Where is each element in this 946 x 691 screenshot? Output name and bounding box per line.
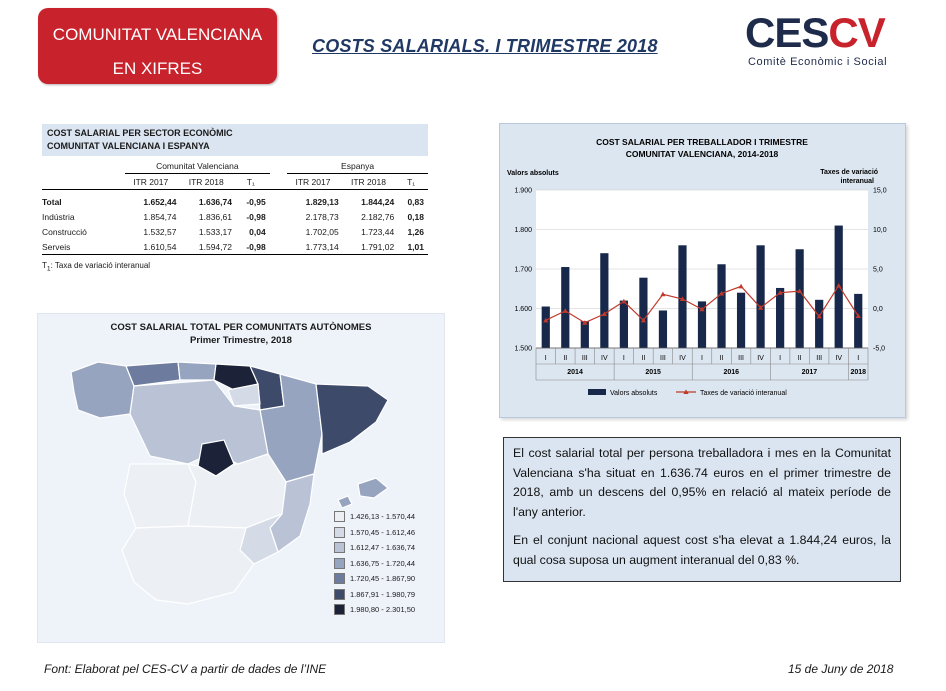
map-title-line-2: Primer Trimestre, 2018 — [190, 335, 292, 346]
x-tick-label: III — [738, 355, 744, 362]
y-tick-left: 1.900 — [514, 187, 532, 195]
footnote-subscript: 1 — [46, 265, 51, 273]
row-label: Total — [42, 196, 62, 207]
y-tick-left: 1.500 — [514, 345, 532, 353]
x-tick-label: I — [622, 355, 625, 362]
y-tick-right: 0,0 — [873, 306, 883, 313]
footnote-text: : Taxa de variació interanual — [50, 261, 151, 270]
bar — [639, 278, 647, 348]
bar — [620, 301, 628, 348]
cell: 1,26 — [407, 226, 424, 237]
col-header: ITR 2017 — [295, 176, 331, 187]
bar — [776, 288, 784, 348]
year-label: 2015 — [645, 369, 661, 376]
cell: 1.829,13 — [305, 196, 339, 207]
chart-title: COST SALARIAL PER TREBALLADOR I TRIMESTRE — [596, 137, 808, 147]
badge-line-1: COMUNITAT VALENCIANA — [52, 25, 263, 44]
bar — [717, 264, 725, 348]
cell: 1.594,72 — [198, 241, 232, 252]
x-tick-label: I — [857, 355, 860, 362]
x-tick-label: I — [701, 355, 703, 362]
cell: 1.652,44 — [143, 196, 177, 207]
cell: 1.844,24 — [361, 196, 395, 207]
x-tick-label: II — [719, 355, 724, 362]
legend-item — [334, 525, 415, 541]
x-tick-label: III — [816, 355, 823, 362]
x-tick-label: I — [544, 355, 547, 362]
bar — [854, 294, 862, 348]
ces-cv-logo — [745, 9, 910, 72]
year-label: 2017 — [801, 369, 818, 376]
cell: 1.773,14 — [305, 241, 339, 252]
cell: 1.836,61 — [198, 211, 232, 222]
col-header: T₁ — [407, 176, 416, 187]
region-galicia — [71, 362, 134, 418]
x-tick-label: I — [779, 355, 782, 362]
legend-swatch — [334, 573, 345, 584]
cell: 2.182,76 — [361, 211, 395, 222]
bar — [815, 300, 823, 348]
table-row — [42, 239, 428, 255]
x-tick-label: II — [563, 355, 568, 362]
salary-table — [42, 158, 428, 255]
legend-label: 1.612,47 - 1.636,74 — [350, 543, 416, 553]
cell: -0,98 — [246, 241, 266, 252]
chart-ylabel-right-line-2: interanual — [840, 178, 874, 185]
footer-source: Font: Elaborat pel CES-CV a partir de dades de l’INE — [44, 662, 327, 676]
footer-date: 15 de Juny de 2018 — [788, 662, 894, 676]
row-label: Indústria — [42, 211, 75, 222]
legend-item — [334, 587, 415, 603]
year-label: 2016 — [723, 369, 740, 376]
chart-svg — [500, 124, 905, 417]
table-row — [42, 209, 428, 224]
col-header: ITR 2017 — [133, 176, 169, 187]
table-title-line-2: COMUNITAT VALENCIANA I ESPANYA — [47, 141, 210, 151]
y-tick-left: 1.800 — [514, 227, 532, 234]
legend-swatch — [334, 604, 345, 615]
legend-swatch — [334, 558, 345, 569]
cell: 1.532,57 — [143, 226, 177, 237]
legend-swatch — [334, 527, 345, 538]
cell: 1.723,44 — [361, 226, 395, 237]
bar — [756, 245, 764, 348]
legend-label: 1.720,45 - 1.867,90 — [350, 574, 416, 584]
legend-swatch — [334, 511, 345, 522]
map-legend — [334, 509, 415, 618]
x-tick-label: IV — [679, 355, 686, 362]
footnote-symbol: T — [42, 261, 47, 270]
bar — [581, 321, 589, 348]
legend-label: 1.426,13 - 1.570,44 — [350, 512, 416, 522]
cell: 1.533,17 — [198, 226, 232, 237]
cell: -0,95 — [246, 196, 266, 207]
legend-label: 1.867,91 - 1.980,79 — [350, 589, 416, 599]
cell: 1.854,74 — [143, 211, 177, 222]
chart-subtitle: COMUNITAT VALENCIANA, 2014-2018 — [625, 149, 779, 159]
x-tick-label: II — [641, 355, 646, 362]
legend-label: 1.570,45 - 1.612,46 — [350, 527, 416, 537]
legend-swatch — [334, 589, 345, 600]
table-row — [42, 194, 428, 209]
bar — [600, 253, 608, 348]
cell: 0,04 — [249, 226, 266, 237]
y-tick-right: 5,0 — [873, 266, 883, 274]
bar — [561, 267, 569, 348]
x-tick-label: III — [660, 355, 666, 362]
group-header-es: Espanya — [287, 158, 428, 174]
y-tick-right: 15,0 — [873, 187, 887, 195]
section-badge — [38, 8, 277, 84]
y-tick-left: 1.700 — [514, 266, 532, 274]
commentary-paragraph-1: El cost salarial total per persona treballadora i mes en la Comunitat Valenciana s'ha situat en 1.636.74 euros en el primer trimestre de 2018, amb un descens del 0,95% en relació al mateix període de l'any anterior. — [513, 446, 891, 519]
legend-item — [334, 556, 415, 572]
commentary-paragraph-2: En el conjunt nacional aquest cost s'ha elevat a 1.844,24 euros, la qual cosa suposa un augment interanual del 0,83 %. — [513, 533, 891, 567]
legend-item — [334, 509, 415, 525]
cell: 0,83 — [407, 196, 424, 207]
logo-text-ces: CES — [745, 9, 829, 56]
cell: 1.791,02 — [361, 241, 395, 252]
bar — [737, 293, 745, 348]
page-title: COSTS SALARIALS. I TRIMESTRE 2018 — [312, 36, 658, 56]
x-tick-label: IV — [757, 355, 764, 362]
cell: 2.178,73 — [305, 211, 339, 222]
year-label: 2014 — [567, 369, 583, 376]
col-header: ITR 2018 — [350, 176, 386, 187]
table-title — [42, 124, 428, 156]
commentary-box — [503, 437, 901, 582]
region-asturias — [126, 362, 180, 386]
region-extremadura — [124, 464, 196, 528]
quarterly-salary-chart — [499, 123, 906, 418]
legend-item — [334, 540, 415, 556]
map-title-line-1: COST SALARIAL TOTAL PER COMUNITATS AUTÒNOMES — [110, 322, 372, 333]
x-tick-label: III — [581, 355, 588, 362]
region-balears — [358, 478, 388, 498]
year-label: 2018 — [850, 369, 867, 376]
legend-swatch — [334, 542, 345, 553]
table-footnote — [42, 261, 428, 273]
y-tick-right: -5,0 — [873, 345, 886, 353]
legend-label-line: Taxes de variació interanual — [700, 390, 787, 397]
table-row — [42, 224, 428, 239]
region-catalunya — [316, 384, 388, 454]
y-tick-right: 10,0 — [873, 227, 887, 234]
cell: 1.702,05 — [305, 226, 339, 237]
chart-ylabel-right — [820, 169, 880, 185]
row-label: Serveis — [42, 241, 71, 252]
cell: 1,01 — [407, 241, 424, 252]
group-header-cv: Comunitat Valenciana — [125, 158, 270, 174]
col-header: T₁ — [246, 176, 255, 187]
chart-ylabel-left: Valors absoluts — [507, 170, 559, 177]
logo-text-cv: CV — [828, 9, 885, 56]
legend-item — [334, 602, 415, 618]
legend-label-bars: Valors absoluts — [610, 390, 658, 397]
table-title-line-1: COST SALARIAL PER SECTOR ECONÒMIC — [47, 128, 233, 138]
x-tick-label: IV — [835, 355, 843, 362]
col-header: ITR 2018 — [188, 176, 224, 187]
cell: 1.636,74 — [198, 196, 232, 207]
regions-map-panel — [37, 313, 445, 643]
chart-ylabel-right-line-1: Taxes de variació — [820, 169, 879, 176]
legend-swatch-bars — [588, 389, 606, 395]
region-cantabria — [178, 362, 216, 380]
region-balears-small — [338, 496, 352, 508]
row-label: Construcció — [42, 226, 87, 237]
x-tick-label: II — [797, 355, 802, 362]
bar — [659, 310, 667, 348]
legend-item — [334, 571, 415, 587]
cell: 0,18 — [407, 211, 424, 222]
cell: -0,98 — [246, 211, 266, 222]
bar — [542, 307, 550, 348]
y-tick-left: 1.600 — [514, 306, 532, 313]
cell: 1.610,54 — [143, 241, 177, 252]
legend-label: 1.636,75 - 1.720,44 — [350, 558, 416, 568]
badge-line-2: EN XIFRES — [112, 59, 203, 78]
x-tick-label: IV — [601, 355, 608, 362]
legend-label: 1.980,80 - 2.301,50 — [350, 605, 416, 615]
bar — [796, 249, 804, 348]
sector-salary-table — [42, 124, 428, 273]
region-andalusia — [122, 526, 254, 604]
logo-subtitle: Comitè Econòmic i Social — [748, 56, 888, 68]
